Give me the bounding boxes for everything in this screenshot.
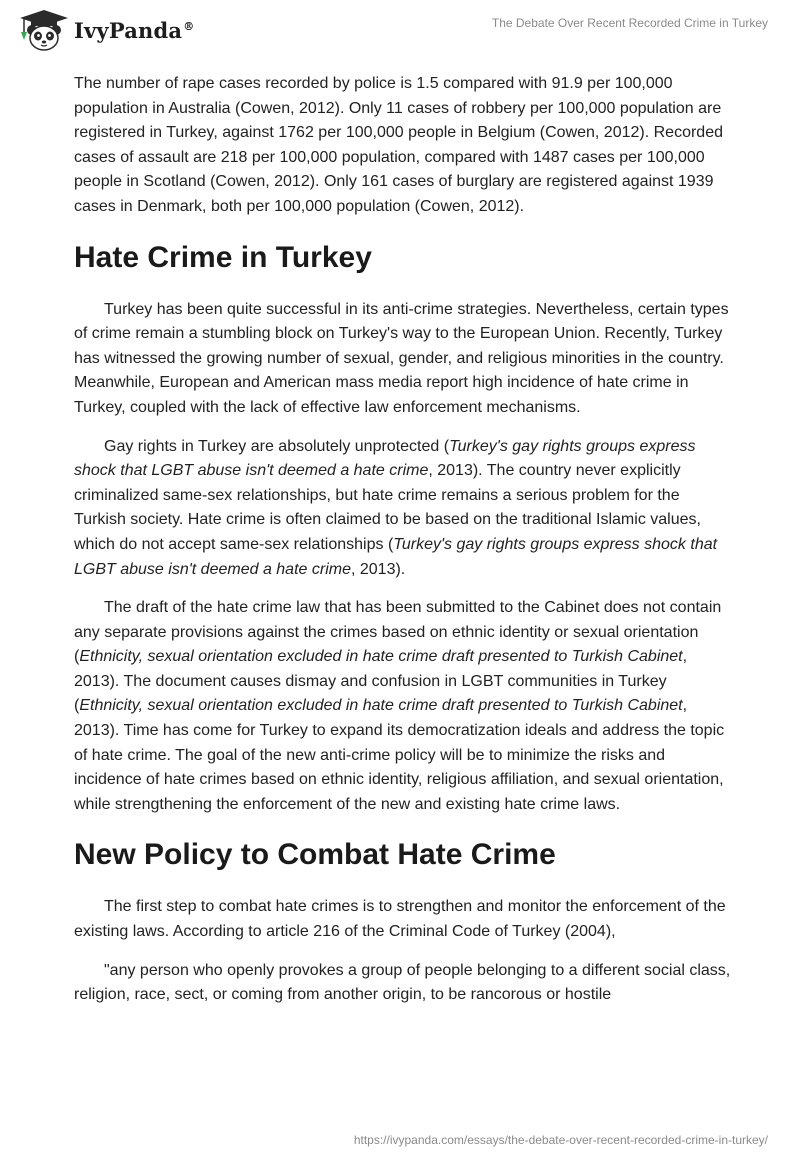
panda-graduate-icon xyxy=(14,8,70,52)
page-header xyxy=(0,0,800,70)
citation: Ethnicity, sexual orientation excluded in hate crime draft presented to Turkish Cabinet xyxy=(79,697,683,715)
paragraph-hate-crime-draft: The draft of the hate crime law that has been submitted to the Cabinet does not contain any separate provisions against the crimes based on ethnic identity or sexual orientation (Ethnicity, sexual orientation excluded in hate crime draft presented to Turkish Cabinet, 2013). The document causes dismay and confusion in LGBT communities in Turkey (Ethnicity, sexual orientation excluded in hate crime draft presented to Turkish Cabinet, 2013). Time has come for Turkey to expand its democratization ideals and address the topic of hate crime. The goal of the new anti-crime policy will be to minimize the risks and incidence of hate crimes based on ethnic identity, religious affiliation, and sexual orientation, while strengthening the enforcement of the new and existing hate crime laws. xyxy=(74,599,725,813)
heading-hate-crime: Hate Crime in Turkey xyxy=(74,240,372,274)
paragraph-gay-rights: Gay rights in Turkey are absolutely unprotected (Turkey's gay rights groups express shock that LGBT abuse isn't deemed a hate crime, 2013). The country never explicitly criminalized same-sex relationships, but hate crime remains a serious problem for the Turkish society. Hate crime is often claimed to be based on the traditional Islamic values, which do not accept same-sex relationships (Turkey's gay rights groups express shock that LGBT abuse isn't deemed a hate crime, 2013). xyxy=(74,437,718,578)
source-url[interactable]: https://ivypanda.com/essays/the-debate-over-recent-recorded-crime-in-turkey/ xyxy=(353,1133,768,1147)
essay-body xyxy=(74,72,734,1022)
ivypanda-logo[interactable] xyxy=(14,8,194,52)
brand-name: IvyPanda® xyxy=(74,17,195,43)
citation: Turkey's gay rights groups express shock that LGBT abuse isn't deemed a hate crime xyxy=(74,437,696,480)
document-title: The Debate Over Recent Recorded Crime in Turkey xyxy=(491,16,768,30)
paragraph-hate-crime-intro: Turkey has been quite successful in its anti-crime strategies. Nevertheless, certain types of crime remain a stumbling block on Turkey's way to the European Union. Recently, Turkey has witnessed the growing number of sexual, gender, and religious minorities in the country. Meanwhile, European and American mass media report high incidence of hate crime in Turkey, coupled with the lack of effective law enforcement mechanisms. xyxy=(74,300,729,416)
citation: Turkey's gay rights groups express shock that LGBT abuse isn't deemed a hate crime xyxy=(74,535,718,578)
paragraph-first-step: The first step to combat hate crimes is to strengthen and monitor the enforcement of the existing laws. According to article 216 of the Criminal Code of Turkey (2004), xyxy=(74,898,726,941)
citation: Ethnicity, sexual orientation excluded in hate crime draft presented to Turkish Cabinet xyxy=(79,648,683,666)
heading-new-policy: New Policy to Combat Hate Crime xyxy=(74,838,556,872)
paragraph-quote: "any person who openly provokes a group of people belonging to a different social class, religion, race, sect, or coming from another origin, to be rancorous or hostile xyxy=(74,961,731,1004)
paragraph-statistics: The number of rape cases recorded by police is 1.5 compared with 91.9 per 100,000 population in Australia (Cowen, 2012). Only 11 cases of robbery per 100,000 population are registered in Turkey, against 1762 per 100,000 people in Belgium (Cowen, 2012). Recorded cases of assault are 218 per 100,000 population, compared with 1487 cases per 100,000 people in Scotland (Cowen, 2012). Only 161 cases of burglary are registered against 1939 cases in Denmark, both per 100,000 population (Cowen, 2012). xyxy=(74,75,723,215)
